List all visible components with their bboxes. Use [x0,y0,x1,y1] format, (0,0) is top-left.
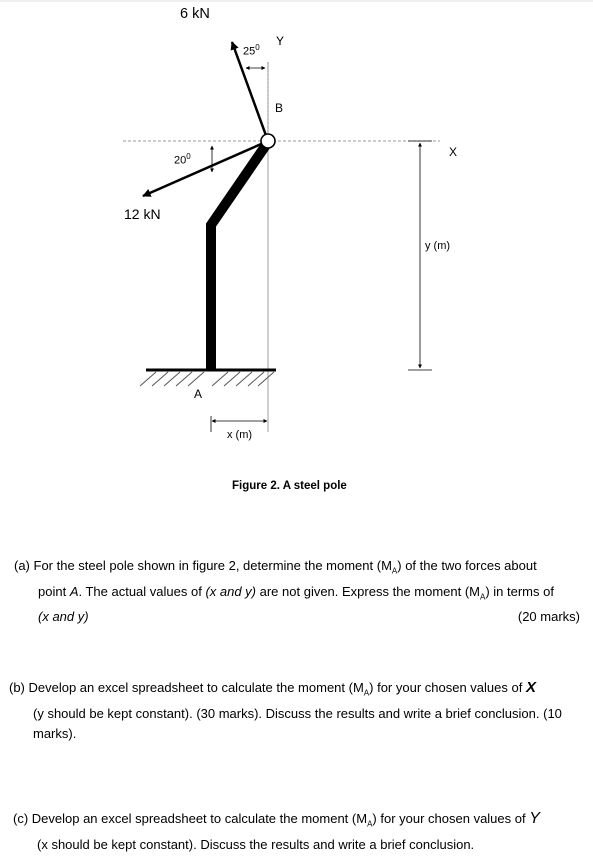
label-point-b: B [275,101,284,115]
steel-pole [211,145,266,370]
force-6kn-label: 6 kN [180,6,210,22]
ground-hatching [140,372,274,386]
label-point-a: A [194,387,203,401]
angle-20-label [174,153,191,167]
figure-caption: Figure 2. A steel pole [232,480,347,492]
question-a-line-3: (x and y) (20 marks) [14,607,580,627]
angle-25-unit: 0 [255,43,260,52]
question-b-line-3: marks). [33,725,77,741]
question-a-marks: (20 marks) [517,609,580,625]
question-c [13,809,583,855]
angle-25-value: 25 [243,45,256,58]
question-a-line-2: point A. The actual values of (x and y) are not given. Express the moment $(M_A)$ in terms of [38,583,554,602]
question-a [14,556,580,627]
force-12kn-label: 12 kN [124,206,161,222]
y-dimension-label: y (m) [425,240,451,252]
label-x-axis-letter: X [449,145,458,159]
joint-b-circle [261,134,275,148]
question-b-line-1: (b) Develop an excel spreadsheet to calculate the moment $(M_A)$ for your chosen values of X [9,679,536,698]
question-c-line-1: (c) Develop an excel spreadsheet to calculate the moment $(M_A)$ for your chosen values of Y [13,810,540,829]
angle-25-label [243,44,260,58]
question-b [9,678,584,744]
x-dimension-label: x (m) [227,429,253,441]
question-b-line-2: (y should be kept constant). (30 marks). Discuss the results and write a brief conclusion. (10 [33,705,562,721]
angle-20-value: 20 [174,154,187,167]
question-a-line-1: (a) For the steel pole shown in figure 2, determine the moment $(M_A)$ of the two forces about [14,558,537,576]
label-y-axis-letter: Y [276,34,285,48]
angle-20-unit: 0 [186,152,191,161]
question-c-line-2: (x should be kept constant). Discuss the results and write a brief conclusion. [37,836,475,852]
